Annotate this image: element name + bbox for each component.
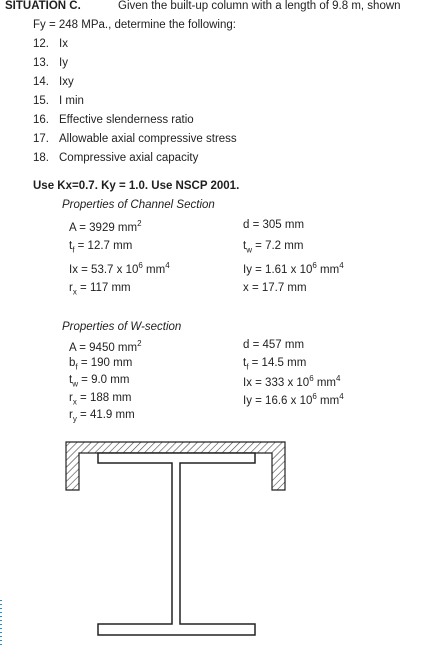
property-unit: mm xyxy=(313,376,336,389)
property-row xyxy=(243,261,344,276)
property-value: = 41.9 mm xyxy=(76,409,135,421)
question-text: Allowable axial compressive stress xyxy=(59,133,237,145)
property-row xyxy=(69,261,170,276)
property-symbol: A xyxy=(69,221,77,234)
property-row xyxy=(243,357,306,371)
situation-line2: Fy = 248 MPa., determine the following: xyxy=(33,19,236,31)
property-value: = 1.61 x 10 xyxy=(251,263,313,276)
property-row xyxy=(243,240,303,254)
use-line: Use Kx=0.7. Ky = 1.0. Use NSCP 2001. xyxy=(33,180,240,192)
question-item xyxy=(33,38,68,50)
property-row xyxy=(69,219,142,234)
property-symbol: t xyxy=(243,240,247,252)
property-superscript: 6 xyxy=(138,261,143,270)
property-unit: mm xyxy=(316,394,340,407)
property-subscript: f xyxy=(72,245,75,255)
property-value: = 14.5 mm xyxy=(248,356,307,369)
property-superscript: 2 xyxy=(137,339,142,348)
property-superscript: 6 xyxy=(312,261,317,270)
question-number: 14. xyxy=(33,76,49,88)
question-item xyxy=(33,76,74,88)
situation-label: SITUATION C. xyxy=(5,0,81,12)
property-superscript: 4 xyxy=(339,391,344,401)
property-symbol: Iy xyxy=(243,263,252,276)
property-symbol: r xyxy=(69,409,73,421)
property-row xyxy=(69,240,132,254)
question-text: Compressive axial capacity xyxy=(59,152,199,164)
property-symbol: Ix xyxy=(243,376,252,389)
question-number: 17. xyxy=(33,133,49,145)
property-value: = 7.2 mm xyxy=(251,240,304,252)
property-superscript: 4 xyxy=(339,261,344,270)
question-text: Ix xyxy=(59,38,68,50)
channel-title: Properties of Channel Section xyxy=(62,199,215,211)
property-symbol: d xyxy=(243,219,250,231)
property-row xyxy=(243,219,304,231)
property-row xyxy=(243,392,344,407)
question-item xyxy=(33,114,194,126)
property-symbol: d xyxy=(243,339,250,351)
property-value: = 188 mm xyxy=(76,391,132,404)
property-row xyxy=(69,392,132,406)
property-row xyxy=(69,357,132,371)
property-subscript: x xyxy=(72,396,77,406)
property-symbol: Iy xyxy=(243,394,252,407)
question-item xyxy=(33,57,68,69)
property-symbol: r xyxy=(69,282,73,294)
property-row xyxy=(243,339,304,351)
property-value: = 3929 mm xyxy=(76,221,138,234)
property-row xyxy=(69,374,129,388)
property-value: = 305 mm xyxy=(249,219,305,231)
edge-marks xyxy=(0,600,2,660)
property-value: = 117 mm xyxy=(76,282,131,294)
property-row xyxy=(69,282,131,296)
property-superscript: 2 xyxy=(137,219,142,228)
property-symbol: A xyxy=(69,341,77,354)
property-value: = 9.0 mm xyxy=(77,374,130,386)
w-section xyxy=(98,453,255,635)
question-number: 18. xyxy=(33,152,49,164)
property-symbol: t xyxy=(69,374,73,386)
question-number: 12. xyxy=(33,38,49,50)
property-value: = 16.6 x 10 xyxy=(251,394,313,407)
property-symbol: r xyxy=(69,391,73,404)
property-symbol: x xyxy=(243,282,249,294)
property-subscript: f xyxy=(246,361,249,371)
built-up-section-figure xyxy=(0,420,444,665)
property-value: = 457 mm xyxy=(249,339,305,351)
question-number: 15. xyxy=(33,95,49,107)
question-item xyxy=(33,95,84,107)
question-text: Effective slenderness ratio xyxy=(59,114,194,126)
property-value: = 190 mm xyxy=(77,356,133,369)
property-symbol: t xyxy=(69,240,73,252)
property-value: = 17.7 mm xyxy=(248,282,307,294)
question-item xyxy=(33,133,237,145)
property-subscript: y xyxy=(72,414,77,424)
property-value: = 53.7 x 10 xyxy=(77,263,139,276)
property-superscript: 6 xyxy=(312,391,317,401)
question-item xyxy=(33,152,198,164)
property-unit: mm xyxy=(316,263,340,276)
property-row xyxy=(243,374,340,389)
property-superscript: 4 xyxy=(165,261,170,270)
property-value: = 9450 mm xyxy=(76,341,138,354)
property-superscript: 6 xyxy=(309,374,314,383)
property-subscript: f xyxy=(75,361,78,371)
question-text: I min xyxy=(59,95,84,107)
question-number: 16. xyxy=(33,114,49,126)
question-text: Ixy xyxy=(59,76,74,88)
property-subscript: w xyxy=(72,379,78,389)
property-symbol: Ix xyxy=(69,263,78,276)
property-subscript: w xyxy=(246,245,252,255)
question-number: 13. xyxy=(33,57,49,69)
property-superscript: 4 xyxy=(336,374,341,383)
property-value: = 333 x 10 xyxy=(251,376,310,389)
property-symbol: b xyxy=(69,356,76,369)
property-symbol: t xyxy=(243,356,247,369)
property-subscript: x xyxy=(72,287,77,297)
property-row xyxy=(243,282,307,294)
property-value: = 12.7 mm xyxy=(74,240,133,252)
property-unit: mm xyxy=(142,263,166,276)
wsection-title: Properties of W-section xyxy=(62,321,182,333)
question-text: Iy xyxy=(59,57,68,69)
property-row xyxy=(69,339,142,354)
situation-text: Given the built-up column with a length of 9.8 m, shown xyxy=(118,0,401,12)
